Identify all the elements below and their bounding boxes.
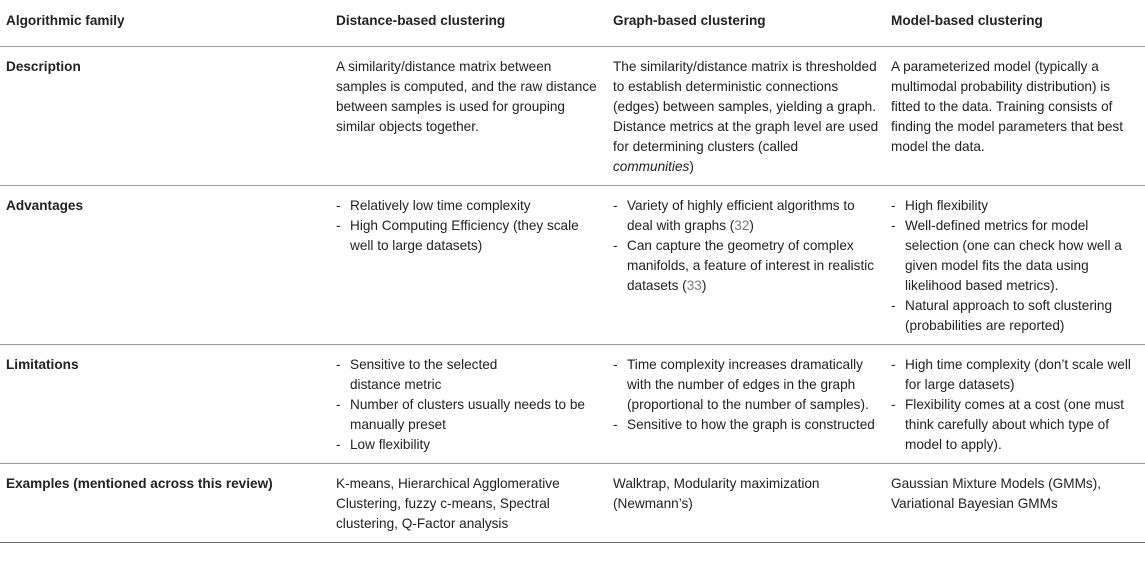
list-item: - Natural approach to soft clustering (probabilities are reported) (891, 296, 1139, 336)
table-row-description (0, 46, 1145, 185)
header-row (0, 0, 1145, 46)
advantages-model-list (891, 196, 1139, 336)
list-item: - Time complexity increases dramatically with the number of edges in the graph (proportional to the number of samples). (613, 355, 879, 415)
table-header (0, 0, 1145, 46)
cell-examples-graph: Walktrap, Modularity maximization (Newmann’s) (613, 475, 820, 511)
cell-limitations-distance (330, 344, 607, 463)
cell-limitations-model (885, 344, 1145, 463)
list-item: - High Computing Efficiency (they scale well to large datasets) (336, 216, 601, 256)
advantage-text-end: ) (749, 217, 754, 233)
row-label-advantages: Advantages (6, 197, 84, 213)
description-graph-emphasis: communities (613, 158, 690, 174)
row-label-examples: Examples (mentioned across this review) (6, 475, 273, 491)
table-row-limitations (0, 344, 1145, 463)
description-graph-close: ) (689, 158, 694, 174)
limitations-model-list (891, 355, 1139, 455)
table-body (0, 46, 1145, 542)
cell-description-model: A parameterized model (typically a multimodal probability distribution) is fitted to the data. Training consists of finding the model parameters that best model the data. (891, 58, 1123, 154)
header-algorithmic-family: Algorithmic family (0, 0, 330, 46)
advantages-graph-list (613, 196, 879, 296)
list-item: - High flexibility (891, 196, 1139, 216)
row-label-description: Description (6, 58, 81, 74)
cell-advantages-distance (330, 185, 607, 344)
list-item: - Sensitive to how the graph is constructed (613, 415, 879, 435)
list-item (613, 196, 879, 236)
advantage-text: Variety of highly efficient algorithms to deal with graphs ( (627, 197, 855, 233)
list-item: - Low flexibility (336, 435, 601, 455)
cell-examples-model: Gaussian Mixture Models (GMMs), Variational Bayesian GMMs (891, 475, 1101, 511)
table-row-advantages (0, 185, 1145, 344)
cell-limitations-graph (607, 344, 885, 463)
table-row-examples (0, 463, 1145, 542)
list-item: - Relatively low time complexity (336, 196, 601, 216)
citation-link-33[interactable]: 33 (686, 277, 702, 293)
citation-link-32[interactable]: 32 (734, 217, 750, 233)
header-graph-based: Graph-based clustering (607, 0, 885, 46)
row-label-limitations: Limitations (6, 356, 79, 372)
header-model-based: Model-based clustering (885, 0, 1145, 46)
description-graph-text: The similarity/distance matrix is thresholded to establish deterministic connections (edges) between samples, yielding a graph. Distance metrics at the graph level are used for determining clusters (called (613, 58, 879, 154)
advantage-text: Can capture the geometry of complex manifolds, a feature of interest in realistic datasets ( (627, 237, 875, 293)
limitations-distance-list (336, 355, 601, 455)
cell-examples-distance: K-means, Hierarchical Agglomerative Clustering, fuzzy c-means, Spectral clustering, Q-Factor analysis (336, 475, 560, 531)
cell-description-distance: A similarity/distance matrix between samples is computed, and the raw distance between samples is used for grouping similar objects together. (336, 58, 597, 134)
list-item: - Flexibility comes at a cost (one must think carefully about which type of model to apply). (891, 395, 1139, 455)
list-item (613, 236, 879, 296)
list-item: - High time complexity (don’t scale well for large datasets) (891, 355, 1139, 395)
advantages-distance-list (336, 196, 601, 256)
list-item: - Sensitive to the selected distance metric (336, 355, 601, 395)
advantage-text-end: ) (701, 277, 707, 293)
limitations-graph-list (613, 355, 879, 435)
cell-description-graph (607, 46, 885, 185)
header-distance-based: Distance-based clustering (330, 0, 607, 46)
list-item: - Number of clusters usually needs to be manually preset (336, 395, 601, 435)
cell-advantages-model (885, 185, 1145, 344)
list-item: - Well-defined metrics for model selection (one can check how well a given model fits the data using likelihood based metrics). (891, 216, 1139, 296)
cell-advantages-graph (607, 185, 885, 344)
